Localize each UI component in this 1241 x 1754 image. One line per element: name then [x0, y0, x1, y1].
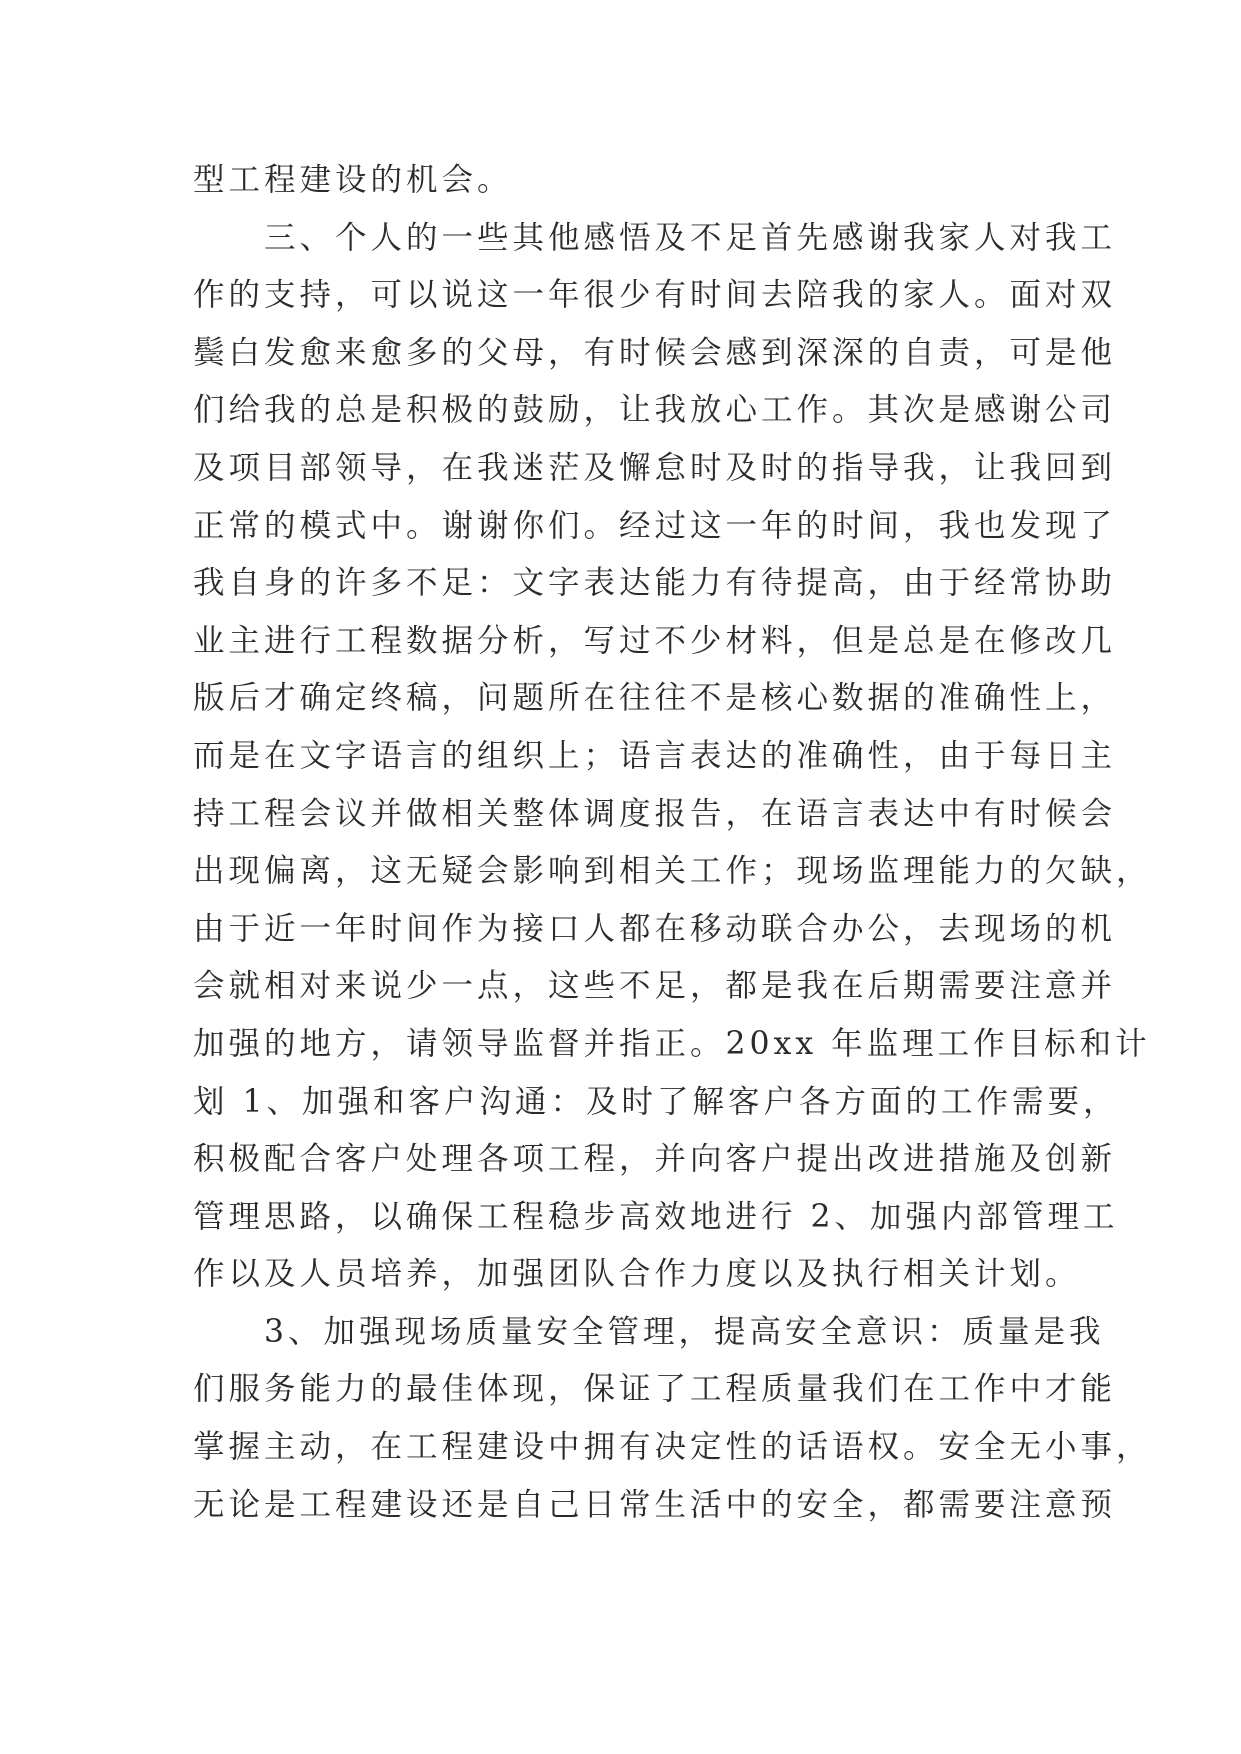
text-line: 正常的模式中。谢谢你们。经过这一年的时间，我也发现了	[193, 507, 1117, 544]
text-line: 型工程建设的机会。	[193, 162, 513, 198]
text-line: 3、加强现场质量安全管理，提高安全意识：质量是我	[193, 1313, 1105, 1350]
text-line: 作的支持，可以说这一年很少有时间去陪我的家人。面对双	[193, 277, 1117, 314]
text-line: 划 1、加强和客户沟通：及时了解客户各方面的工作需要，	[193, 1083, 1119, 1120]
text-line: 们服务能力的最佳体现，保证了工程质量我们在工作中才能	[193, 1371, 1117, 1408]
text-line: 积极配合客户处理各项工程，并向客户提出改进措施及创新	[193, 1141, 1117, 1178]
body-text	[193, 152, 1152, 1534]
text-line: 作以及人员培养，加强团队合作力度以及执行相关计划。	[193, 1256, 1081, 1293]
text-line: 而是在文字语言的组织上；语言表达的准确性，由于每日主	[193, 737, 1117, 774]
text-line: 掌握主动，在工程建设中拥有决定性的话语权。安全无小事，	[193, 1429, 1152, 1466]
text-line: 管理思路，以确保工程稳步高效地进行 2、加强内部管理工	[193, 1198, 1119, 1235]
text-line: 我自身的许多不足：文字表达能力有待提高，由于经常协助	[193, 565, 1117, 602]
text-line: 三、个人的一些其他感悟及不足首先感谢我家人对我工	[193, 219, 1117, 256]
text-line: 加强的地方，请领导监督并指正。20xx 年监理工作目标和计	[193, 1025, 1151, 1062]
text-line: 会就相对来说少一点，这些不足，都是我在后期需要注意并	[193, 968, 1117, 1005]
text-line: 无论是工程建设还是自己日常生活中的安全，都需要注意预	[193, 1486, 1117, 1523]
text-line: 业主进行工程数据分析，写过不少材料，但是总是在修改几	[193, 622, 1117, 659]
text-line: 由于近一年时间作为接口人都在移动联合办公，去现场的机	[193, 910, 1117, 947]
text-line: 及项目部领导，在我迷茫及懈怠时及时的指导我，让我回到	[193, 449, 1117, 486]
text-line: 持工程会议并做相关整体调度报告，在语言表达中有时候会	[193, 795, 1117, 832]
text-line: 出现偏离，这无疑会影响到相关工作；现场监理能力的欠缺，	[193, 853, 1152, 890]
text-line: 鬓白发愈来愈多的父母，有时候会感到深深的自责，可是他	[193, 334, 1117, 371]
text-line: 版后才确定终稿，问题所在往往不是核心数据的准确性上，	[193, 680, 1117, 717]
text-line: 们给我的总是积极的鼓励，让我放心工作。其次是感谢公司	[193, 392, 1117, 429]
